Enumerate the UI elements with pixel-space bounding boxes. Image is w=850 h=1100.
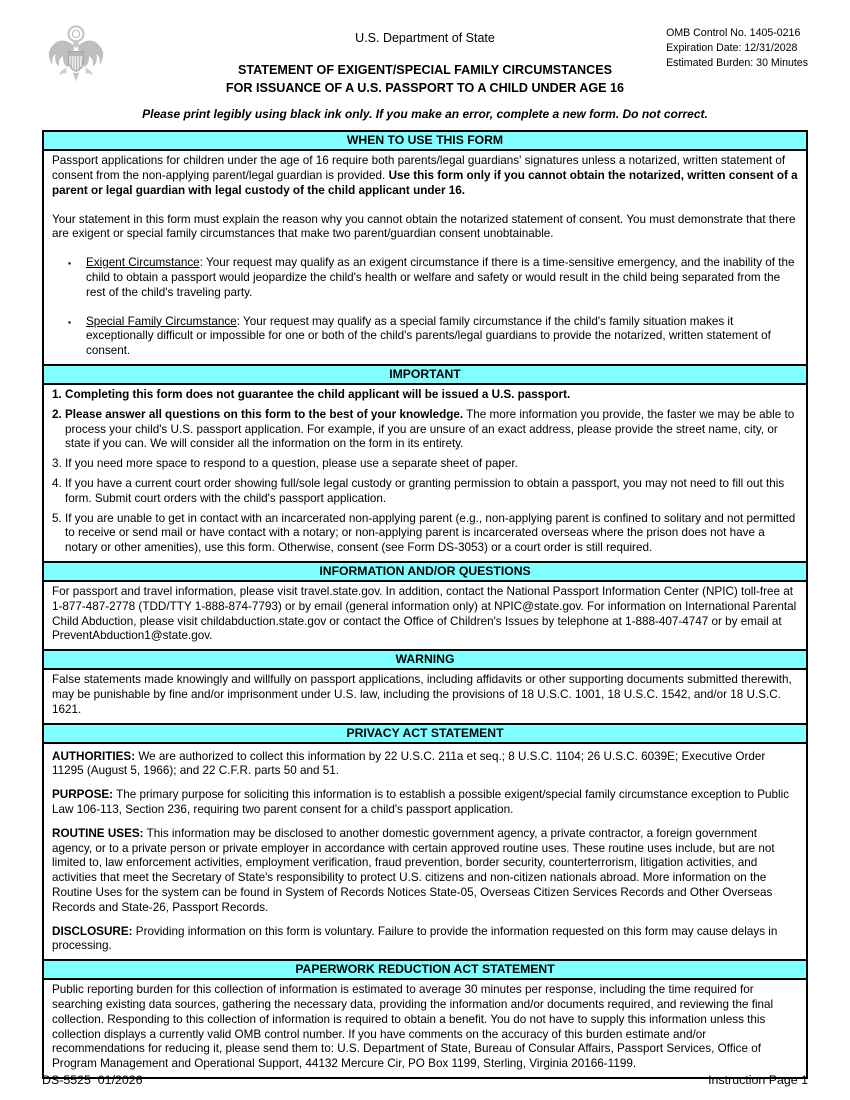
text-run: This information may be disclosed to another domestic government agency, a private contractor, a foreign government agency, or to a private person or private employer in accordance with certain approved routine uses. These routine uses include, but are not limited to, law enforcement activities, employment verification, fraud prevention, border security, counterterrorism, litigation activities, and activities that meet the Secretary of State's responsibility to protect U.S. citizens and non-citizen nationals abroad. More information on the Routine Uses for the system can be found in System of Records Notices State-05, Overseas Citizen Services Records and Other Overseas Records and State-26, Passport Records. (52, 826, 775, 914)
text-run: : Your request may qualify as a special family circumstance if the child's family situation makes it exceptionally difficult or impossible for one or both of the child's parents/legal guardians to provide the notarized, written statement of consent. (86, 314, 771, 358)
list-item (52, 457, 798, 472)
text-run: If you have a current court order showing full/sole legal custody or granting permission to obtain a passport, you may not need to fill out this form. Submit court orders with the child's passport application. (65, 477, 785, 505)
item-number: 1. (52, 388, 62, 402)
square-bullet-icon: ▪ (68, 316, 72, 327)
paragraph (52, 788, 798, 818)
paragraph (52, 925, 798, 955)
paragraph-label: DISCLOSURE: (52, 924, 133, 938)
paragraph (52, 154, 798, 198)
form-title-line2: FOR ISSUANCE OF A U.S. PASSPORT TO A CHILD UNDER AGE 16 (225, 80, 625, 95)
bullet-label: Special Family Circumstance (86, 314, 237, 328)
section-header-warning: WARNING (44, 649, 806, 670)
list-item (52, 408, 798, 452)
instructions-box (42, 130, 808, 1079)
omb-control-number: OMB Control No. 1405-0216 (666, 27, 801, 39)
text-run: Passport applications for children under the age of 16 require both parents/legal guardians' signatures unless a notarized, written statement of consent from the non-applying parent/legal guardian is provided. (52, 154, 786, 183)
form-number: DS-5525 01/2026 (42, 1073, 143, 1087)
paragraph-label: ROUTINE USES: (52, 826, 144, 840)
paragraph (52, 827, 798, 916)
section-header-information: INFORMATION AND/OR QUESTIONS (44, 561, 806, 582)
text-run: The primary purpose for soliciting this information is to establish a possible exigent/special family circumstance exception to Public Law 106-113, Section 236, requiring two parent consent for a child's passport application. (52, 788, 790, 816)
department-name: U.S. Department of State (355, 31, 495, 45)
omb-estimated-burden: Estimated Burden: 30 Minutes (666, 56, 808, 69)
text-run: : Your request may qualify as an exigent circumstance if there is a time-sensitive emergency, and the inability of the child to obtain a passport would jeopardize the child's health or welfare and safety or would result in the child being separated from the rest of the child's traveling party. (86, 256, 795, 299)
paragraph-label: PURPOSE: (52, 788, 114, 802)
item-number: 4. (52, 477, 62, 490)
section-body-information (44, 582, 806, 649)
paragraph-label: AUTHORITIES: (52, 749, 136, 763)
omb-expiration-date: Expiration Date: 12/31/2028 (666, 41, 798, 54)
paragraph: False statements made knowingly and willfully on passport applications, including affidavits or other supporting documents submitted therewith, may be punishable by fine and/or imprisonment under U.S. law, including the provisions of 18 U.S.C. 1001, 18 U.S.C. 1542, and/or 18 U.S.C. 1621. (52, 673, 792, 716)
section-header-important: IMPORTANT (44, 364, 806, 385)
section-body-privacy-act (44, 744, 806, 960)
section-header-privacy-act: PRIVACY ACT STATEMENT (44, 723, 806, 744)
paragraph: For passport and travel information, please visit travel.state.gov. In addition, contact the National Passport Information Center (NPIC) toll-free at 1-877-487-2778 (TDD/TTY 1-888-874-7793) or by email (general information only) at NPIC@state.gov. For information on International Parental Child Abduction, please visit childabduction.state.gov or contact the Office of Children's Issues by telephone at 1-888-407-4747 or by email at PreventAbduction1@state.gov. (52, 584, 797, 643)
text-run: If you are unable to get in contact with an incarcerated non-applying parent (e.g., non-applying parent is confined to solitary and not permitted to receive or send mail or have contact with a notary; or non-applying parent is incarcerated overseas where the prison does not have a notary or other amenities), use this form. Otherwise, consent (see Form DS-3053) or a court order is still required. (65, 511, 796, 555)
page-header (42, 25, 808, 121)
text-run-bold: Please answer all questions on this form to the best of your knowledge. (65, 407, 464, 421)
list-item (52, 388, 798, 403)
item-number: 2. (52, 407, 62, 421)
text-run: The more information you provide, the faster we may be able to process your child's U.S. passport application. For example, if you are unsure of an exact address, please provide the street name, city, or state if you can. We will consider all the information on the form in its entirety. (65, 407, 795, 451)
paragraph: Your statement in this form must explain the reason why you cannot obtain the notarized statement of consent. You must demonstrate that there are exigent or special family circumstances that make two parent/guardian consent unobtainable. (52, 212, 796, 241)
page-footer (42, 1073, 808, 1087)
page-number: Instruction Page 1 (708, 1073, 808, 1087)
text-run-bold: Completing this form does not guarantee the child applicant will be issued a U.S. passport. (65, 388, 571, 402)
text-run: Providing information on this form is voluntary. Failure to provide the information requested on this form may cause delays in processing. (52, 924, 778, 953)
section-body-paperwork (44, 980, 806, 1077)
great-seal-icon (42, 22, 110, 92)
section-body-when-to-use (44, 151, 806, 364)
list-item (52, 256, 798, 300)
text-run-bold: Use this form only if you cannot obtain the notarized, written consent of a parent or legal guardian with legal custody of the child applicant under 16. (52, 169, 798, 197)
section-body-important (44, 385, 806, 561)
list-item (52, 512, 798, 556)
list-item (52, 477, 798, 507)
omb-block (666, 26, 808, 70)
bullet-text (86, 256, 798, 300)
paragraph (52, 750, 798, 780)
item-number: 3. (52, 457, 62, 471)
text-run: If you need more space to respond to a question, please use a separate sheet of paper. (65, 457, 518, 471)
section-header-paperwork: PAPERWORK REDUCTION ACT STATEMENT (44, 959, 806, 980)
bullet-text (86, 315, 798, 359)
paragraph: Public reporting burden for this collection of information is estimated to average 30 minutes per response, including the time required for searching existing data sources, gathering the necessary data, providing the information and/or documents required, and reviewing the final collection. Responding to this collection of information is required to obtain a benefit. You do not have to supply this information unless this collection displays a currently valid OMB control number. If you have comments on the accuracy of this burden estimate and/or recommendations for reducing it, please send them to: U.S. Department of State, Bureau of Consular Affairs, Passport Services, Office of Program Management and Operational Support, 44132 Mercure Cir, PO Box 1199, Sterling, Virginia 20166-1199. (52, 983, 774, 1071)
text-run: We are authorized to collect this information by 22 U.S.C. 211a et seq.; 8 U.S.C. 1104; 26 U.S.C. 6039E; Executive Order 11295 (August 5, 1966); and 22 C.F.R. parts 50 and 51. (52, 749, 766, 778)
section-body-warning (44, 670, 806, 722)
section-header-when-to-use: WHEN TO USE THIS FORM (44, 132, 806, 151)
item-number: 5. (52, 511, 62, 525)
ink-instruction: Please print legibly using black ink only. If you make an error, complete a new form. Do not correct. (142, 107, 708, 122)
square-bullet-icon: ▪ (68, 258, 72, 269)
list-item (52, 315, 798, 359)
form-title-line1: STATEMENT OF EXIGENT/SPECIAL FAMILY CIRCUMSTANCES (237, 63, 613, 77)
bullet-label: Exigent Circumstance (86, 256, 200, 270)
